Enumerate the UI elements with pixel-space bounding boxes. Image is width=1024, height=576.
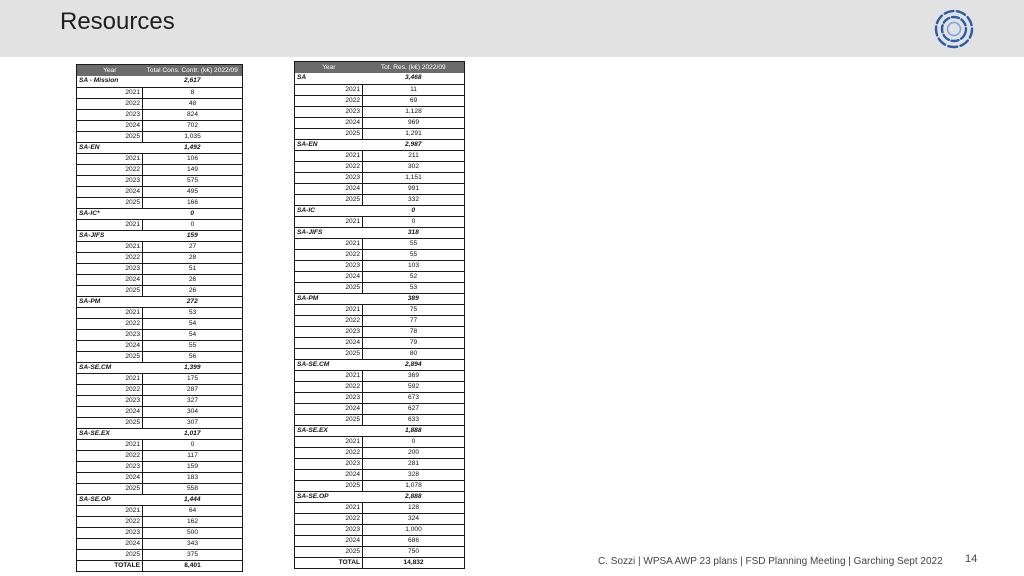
value-cell: 106: [143, 153, 243, 164]
table-row: [77, 241, 243, 252]
year-cell: 2022: [295, 315, 363, 326]
year-cell: 2025: [295, 128, 363, 139]
label-cell: SA: [295, 73, 363, 84]
year-cell: 2022: [77, 318, 143, 329]
year-cell: 2024: [295, 271, 363, 282]
table-row: [295, 447, 465, 458]
year-cell: 2024: [295, 403, 363, 414]
value-cell: 211: [363, 150, 465, 161]
year-cell: 2023: [77, 527, 143, 538]
table-row: [77, 109, 243, 120]
table-row: [77, 516, 243, 527]
value-cell: 324: [363, 513, 465, 524]
table-row: [295, 315, 465, 326]
value-cell: 79: [363, 337, 465, 348]
year-cell: 2021: [77, 87, 143, 98]
year-cell: 2021: [77, 219, 143, 230]
table-row: [77, 461, 243, 472]
table-row: [77, 384, 243, 395]
value-cell: 500: [143, 527, 243, 538]
table-row: [77, 406, 243, 417]
value-cell: 0: [143, 439, 243, 450]
value-cell: 1,078: [363, 480, 465, 491]
year-cell: 2025: [295, 546, 363, 557]
year-cell: 2023: [295, 458, 363, 469]
value-cell: 328: [363, 469, 465, 480]
value-cell: 78: [363, 326, 465, 337]
table-row: [77, 252, 243, 263]
table-row: [77, 527, 243, 538]
table-row: [77, 164, 243, 175]
value-cell: 159: [143, 461, 243, 472]
value-cell: 1,128: [363, 106, 465, 117]
group-row: [295, 425, 465, 436]
table-row: [295, 238, 465, 249]
value-cell: 128: [363, 502, 465, 513]
table-row: [295, 84, 465, 95]
year-cell: 2023: [77, 461, 143, 472]
organization-logo-icon: [933, 8, 975, 50]
table-row: [295, 194, 465, 205]
table-header-row: [77, 65, 243, 77]
value-cell: 200: [363, 447, 465, 458]
value-cell: 56: [143, 351, 243, 362]
table-row: [295, 282, 465, 293]
year-cell: 2025: [295, 282, 363, 293]
table-row: [295, 469, 465, 480]
table-row: [295, 172, 465, 183]
year-cell: 2022: [77, 164, 143, 175]
year-cell: 2023: [77, 395, 143, 406]
value-cell: 0: [363, 436, 465, 447]
label-cell: SA-IC*: [77, 208, 143, 219]
label-cell: SA-PM: [77, 296, 143, 307]
year-cell: 2024: [295, 535, 363, 546]
value-cell: 1,399: [143, 362, 243, 373]
value-cell: 673: [363, 392, 465, 403]
table-row: [77, 417, 243, 428]
value-cell: 162: [143, 516, 243, 527]
year-cell: 2021: [295, 502, 363, 513]
year-cell: 2021: [295, 304, 363, 315]
label-cell: TOTALE: [77, 560, 143, 571]
value-cell: 8,401: [143, 560, 243, 571]
column-header-contribution: Total Cons. Contr. (k€) 2022/09: [143, 65, 243, 77]
table-row: [295, 370, 465, 381]
value-cell: 272: [143, 296, 243, 307]
value-cell: 52: [363, 271, 465, 282]
year-cell: 2025: [295, 414, 363, 425]
label-cell: SA-JIFS: [295, 227, 363, 238]
value-cell: 991: [363, 183, 465, 194]
year-cell: 2023: [77, 175, 143, 186]
table-row: [77, 329, 243, 340]
value-cell: 307: [143, 417, 243, 428]
year-cell: 2024: [77, 406, 143, 417]
year-cell: 2023: [77, 263, 143, 274]
label-cell: SA-IC: [295, 205, 363, 216]
column-header-year: Year: [295, 62, 363, 74]
year-cell: 2022: [295, 447, 363, 458]
table-row: [295, 524, 465, 535]
value-cell: 1,017: [143, 428, 243, 439]
value-cell: 495: [143, 186, 243, 197]
table-row: [77, 439, 243, 450]
value-cell: 149: [143, 164, 243, 175]
resources-table-body: [295, 73, 465, 568]
table-row: [77, 98, 243, 109]
year-cell: 2024: [295, 117, 363, 128]
contribution-table: [76, 64, 243, 572]
value-cell: 0: [363, 216, 465, 227]
table-row: [77, 395, 243, 406]
group-row: [295, 73, 465, 84]
table-row: [77, 131, 243, 142]
group-row: [77, 76, 243, 87]
value-cell: 281: [363, 458, 465, 469]
value-cell: 166: [143, 197, 243, 208]
group-row: [295, 227, 465, 238]
year-cell: 2025: [77, 417, 143, 428]
year-cell: 2023: [295, 260, 363, 271]
value-cell: 558: [143, 483, 243, 494]
value-cell: 702: [143, 120, 243, 131]
value-cell: 1,291: [363, 128, 465, 139]
table-row: [77, 538, 243, 549]
value-cell: 14,832: [363, 557, 465, 568]
contribution-table-body: [77, 76, 243, 571]
table-row: [295, 392, 465, 403]
year-cell: 2022: [77, 98, 143, 109]
value-cell: 302: [363, 161, 465, 172]
year-cell: 2021: [77, 153, 143, 164]
table-row: [295, 414, 465, 425]
year-cell: 2025: [295, 480, 363, 491]
year-cell: 2021: [295, 370, 363, 381]
year-cell: 2023: [77, 329, 143, 340]
group-row: [295, 139, 465, 150]
table-row: [295, 337, 465, 348]
group-row: [77, 494, 243, 505]
value-cell: 343: [143, 538, 243, 549]
table-row: [77, 263, 243, 274]
table-row: [295, 480, 465, 491]
value-cell: 1,888: [363, 425, 465, 436]
year-cell: 2024: [77, 472, 143, 483]
table-row: [295, 381, 465, 392]
year-cell: 2022: [295, 161, 363, 172]
table-row: [77, 483, 243, 494]
table-row: [295, 249, 465, 260]
value-cell: 77: [363, 315, 465, 326]
year-cell: 2025: [77, 197, 143, 208]
year-cell: 2023: [295, 172, 363, 183]
table-row: [77, 285, 243, 296]
year-cell: 2024: [295, 469, 363, 480]
value-cell: 51: [143, 263, 243, 274]
column-header-resources: Tot. Res. (k€) 2022/09: [363, 62, 465, 74]
year-cell: 2024: [77, 120, 143, 131]
year-cell: 2021: [295, 238, 363, 249]
value-cell: 117: [143, 450, 243, 461]
year-cell: 2021: [295, 84, 363, 95]
table-row: [295, 106, 465, 117]
year-cell: 2022: [77, 516, 143, 527]
table-row: [77, 186, 243, 197]
table-row: [295, 513, 465, 524]
year-cell: 2025: [77, 351, 143, 362]
table-row: [77, 175, 243, 186]
table-row: [295, 348, 465, 359]
value-cell: 80: [363, 348, 465, 359]
value-cell: 1,000: [363, 524, 465, 535]
value-cell: 26: [143, 285, 243, 296]
group-row: [295, 205, 465, 216]
total-row: [295, 557, 465, 568]
year-cell: 2022: [295, 513, 363, 524]
group-row: [295, 359, 465, 370]
slide-title: Resources: [60, 8, 175, 35]
table-row: [295, 326, 465, 337]
value-cell: 1,035: [143, 131, 243, 142]
year-cell: 2025: [77, 131, 143, 142]
year-cell: 2021: [77, 439, 143, 450]
value-cell: 64: [143, 505, 243, 516]
year-cell: 2022: [77, 384, 143, 395]
value-cell: 824: [143, 109, 243, 120]
year-cell: 2025: [295, 194, 363, 205]
value-cell: 0: [143, 219, 243, 230]
label-cell: SA-PM: [295, 293, 363, 304]
value-cell: 55: [363, 238, 465, 249]
year-cell: 2024: [295, 183, 363, 194]
label-cell: SA-SE.EX: [77, 428, 143, 439]
year-cell: 2022: [295, 95, 363, 106]
value-cell: 55: [363, 249, 465, 260]
value-cell: 389: [363, 293, 465, 304]
value-cell: 686: [363, 535, 465, 546]
year-cell: 2024: [77, 186, 143, 197]
year-cell: 2023: [295, 326, 363, 337]
table-row: [77, 197, 243, 208]
value-cell: 55: [143, 340, 243, 351]
value-cell: 54: [143, 318, 243, 329]
year-cell: 2021: [295, 150, 363, 161]
group-row: [77, 142, 243, 153]
year-cell: 2024: [77, 340, 143, 351]
table-row: [295, 304, 465, 315]
column-header-year: Year: [77, 65, 143, 77]
value-cell: 369: [363, 370, 465, 381]
value-cell: 11: [363, 84, 465, 95]
year-cell: 2021: [77, 373, 143, 384]
page-number: 14: [965, 553, 978, 565]
table-row: [77, 307, 243, 318]
group-row: [77, 208, 243, 219]
value-cell: 627: [363, 403, 465, 414]
year-cell: 2022: [77, 450, 143, 461]
year-cell: 2023: [77, 109, 143, 120]
table-row: [77, 549, 243, 560]
value-cell: 26: [143, 274, 243, 285]
year-cell: 2021: [77, 505, 143, 516]
value-cell: 1,444: [143, 494, 243, 505]
label-cell: SA-EN: [77, 142, 143, 153]
resources-table: [294, 61, 465, 569]
table-row: [295, 128, 465, 139]
label-cell: SA-EN: [295, 139, 363, 150]
value-cell: 27: [143, 241, 243, 252]
value-cell: 304: [143, 406, 243, 417]
table-row: [77, 318, 243, 329]
table-row: [295, 546, 465, 557]
year-cell: 2024: [77, 274, 143, 285]
table-row: [295, 260, 465, 271]
value-cell: 2,888: [363, 491, 465, 502]
table-row: [295, 271, 465, 282]
total-row: [77, 560, 243, 571]
label-cell: SA-JIFS: [77, 230, 143, 241]
year-cell: 2022: [295, 249, 363, 260]
label-cell: SA-SE.CM: [295, 359, 363, 370]
table-row: [295, 161, 465, 172]
table-row: [295, 216, 465, 227]
table-row: [295, 436, 465, 447]
table-row: [295, 403, 465, 414]
value-cell: 3,468: [363, 73, 465, 84]
year-cell: 2021: [295, 436, 363, 447]
table-row: [295, 150, 465, 161]
year-cell: 2025: [295, 348, 363, 359]
value-cell: 750: [363, 546, 465, 557]
year-cell: 2021: [77, 307, 143, 318]
year-cell: 2025: [77, 549, 143, 560]
label-cell: SA-SE.OP: [295, 491, 363, 502]
table-row: [295, 95, 465, 106]
year-cell: 2025: [77, 483, 143, 494]
label-cell: SA - Mission: [77, 76, 143, 87]
value-cell: 183: [143, 472, 243, 483]
label-cell: SA-SE.CM: [77, 362, 143, 373]
year-cell: 2022: [295, 381, 363, 392]
value-cell: 969: [363, 117, 465, 128]
table-row: [77, 505, 243, 516]
table-row: [77, 274, 243, 285]
year-cell: 2023: [295, 524, 363, 535]
group-row: [77, 428, 243, 439]
value-cell: 327: [143, 395, 243, 406]
table-header-row: [295, 62, 465, 74]
year-cell: 2022: [77, 252, 143, 263]
value-cell: 592: [363, 381, 465, 392]
table-row: [295, 535, 465, 546]
value-cell: 318: [363, 227, 465, 238]
value-cell: 28: [143, 252, 243, 263]
value-cell: 8: [143, 87, 243, 98]
value-cell: 75: [363, 304, 465, 315]
value-cell: 287: [143, 384, 243, 395]
table-row: [77, 219, 243, 230]
value-cell: 2,987: [363, 139, 465, 150]
value-cell: 53: [363, 282, 465, 293]
table-row: [77, 153, 243, 164]
group-row: [295, 293, 465, 304]
table-row: [77, 472, 243, 483]
value-cell: 0: [143, 208, 243, 219]
table-row: [295, 502, 465, 513]
slide-footer: C. Sozzi | WPSA AWP 23 plans | FSD Planning Meeting | Garching Sept 2022: [598, 556, 943, 567]
value-cell: 159: [143, 230, 243, 241]
group-row: [295, 491, 465, 502]
value-cell: 0: [363, 205, 465, 216]
value-cell: 2,617: [143, 76, 243, 87]
label-cell: SA-SE.EX: [295, 425, 363, 436]
table-row: [77, 340, 243, 351]
value-cell: 2,894: [363, 359, 465, 370]
table-row: [77, 373, 243, 384]
value-cell: 575: [143, 175, 243, 186]
year-cell: 2021: [295, 216, 363, 227]
value-cell: 54: [143, 329, 243, 340]
value-cell: 103: [363, 260, 465, 271]
label-cell: TOTAL: [295, 557, 363, 568]
value-cell: 48: [143, 98, 243, 109]
table-row: [77, 87, 243, 98]
label-cell: SA-SE.OP: [77, 494, 143, 505]
year-cell: 2023: [295, 392, 363, 403]
table-row: [295, 117, 465, 128]
table-row: [77, 120, 243, 131]
value-cell: 633: [363, 414, 465, 425]
table-row: [295, 183, 465, 194]
value-cell: 1,492: [143, 142, 243, 153]
value-cell: 375: [143, 549, 243, 560]
group-row: [77, 296, 243, 307]
year-cell: 2024: [77, 538, 143, 549]
value-cell: 53: [143, 307, 243, 318]
value-cell: 1,151: [363, 172, 465, 183]
table-row: [295, 458, 465, 469]
table-row: [77, 450, 243, 461]
value-cell: 332: [363, 194, 465, 205]
year-cell: 2023: [295, 106, 363, 117]
table-row: [77, 351, 243, 362]
year-cell: 2024: [295, 337, 363, 348]
group-row: [77, 362, 243, 373]
value-cell: 175: [143, 373, 243, 384]
value-cell: 69: [363, 95, 465, 106]
year-cell: 2021: [77, 241, 143, 252]
year-cell: 2025: [77, 285, 143, 296]
group-row: [77, 230, 243, 241]
